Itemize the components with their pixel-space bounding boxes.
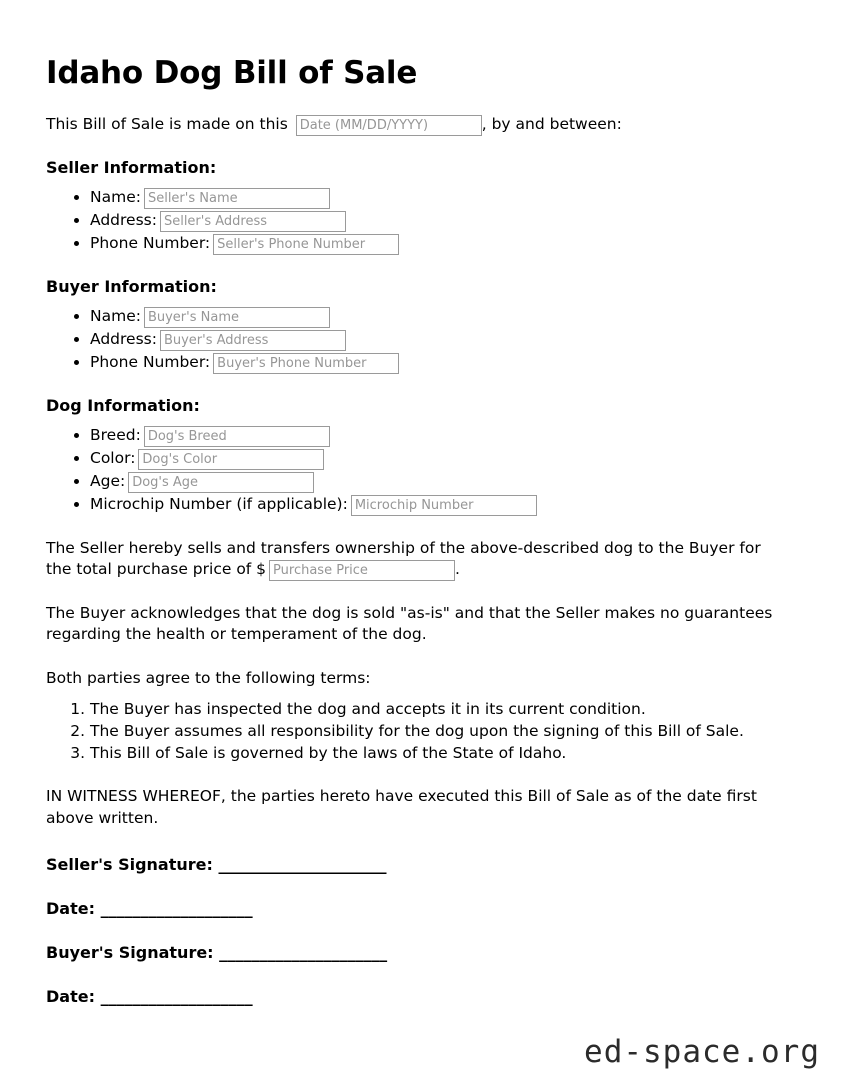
list-item: [90, 493, 796, 516]
dog-microchip-label: Microchip Number (if applicable):: [90, 494, 348, 513]
dog-microchip-input[interactable]: [351, 495, 537, 516]
seller-name-label: Name:: [90, 187, 141, 206]
seller-address-label: Address:: [90, 210, 157, 229]
page-title: Idaho Dog Bill of Sale: [46, 55, 418, 91]
witness-paragraph: IN WITNESS WHEREOF, the parties hereto have executed this Bill of Sale as of the date first above written.: [46, 787, 757, 827]
list-item: [90, 328, 796, 351]
list-item: [90, 470, 796, 493]
date-input[interactable]: [296, 115, 482, 136]
watermark: ed-space.org: [584, 1034, 820, 1070]
seller-signature-label: Seller's Signature:: [46, 854, 213, 874]
buyer-address-input[interactable]: [160, 330, 346, 351]
buyer-fields-list: [46, 305, 796, 374]
transfer-text-before: The Seller hereby sells and transfers ownership of the above-described dog to the Buyer for the total purchase price of $: [46, 538, 761, 579]
seller-signature-line[interactable]: _____________________: [218, 854, 387, 874]
intro-text-before: This Bill of Sale is made on this: [46, 114, 288, 133]
signature-block: [46, 855, 796, 1006]
seller-phone-input[interactable]: [213, 234, 399, 255]
list-item: [90, 209, 796, 232]
buyer-name-label: Name:: [90, 306, 141, 325]
list-item: [90, 424, 796, 447]
dog-breed-input[interactable]: [144, 426, 330, 447]
list-item: [90, 232, 796, 255]
seller-date-row: [46, 899, 796, 918]
seller-address-input[interactable]: [160, 211, 346, 232]
buyer-date-line[interactable]: ___________________: [100, 986, 253, 1006]
seller-section-heading: Seller Information:: [46, 157, 217, 177]
list-item: 2. The Buyer assumes all responsibility for the dog upon the signing of this Bill of Sale.: [90, 720, 796, 742]
seller-date-line[interactable]: ___________________: [100, 898, 253, 918]
dog-section-heading: Dog Information:: [46, 395, 200, 415]
buyer-phone-label: Phone Number:: [90, 352, 211, 371]
document-page: [46, 0, 796, 1006]
buyer-address-label: Address:: [90, 329, 157, 348]
buyer-date-row: [46, 987, 796, 1006]
list-item: [90, 351, 796, 374]
list-item: 3. This Bill of Sale is governed by the laws of the State of Idaho.: [90, 742, 796, 764]
buyer-phone-input[interactable]: [213, 353, 399, 374]
buyer-date-label: Date:: [46, 986, 95, 1006]
seller-name-input[interactable]: [144, 188, 330, 209]
list-item: 1. The Buyer has inspected the dog and accepts it in its current condition.: [90, 698, 796, 720]
buyer-name-input[interactable]: [144, 307, 330, 328]
dog-color-label: Color:: [90, 448, 136, 467]
intro-text-after: , by and between:: [481, 114, 622, 133]
seller-signature-row: [46, 855, 796, 874]
seller-phone-label: Phone Number:: [90, 233, 211, 252]
buyer-section-heading: Buyer Information:: [46, 276, 217, 296]
dog-fields-list: [46, 424, 796, 516]
buyer-signature-label: Buyer's Signature:: [46, 942, 214, 962]
list-item: [90, 186, 796, 209]
buyer-signature-row: [46, 943, 796, 962]
transfer-paragraph: [46, 538, 784, 581]
transfer-text-after: .: [455, 560, 460, 579]
intro-paragraph: [46, 114, 784, 136]
seller-date-label: Date:: [46, 898, 95, 918]
list-item: [90, 447, 796, 470]
dog-age-input[interactable]: [128, 472, 314, 493]
dog-color-input[interactable]: [138, 449, 324, 470]
dog-age-label: Age:: [90, 471, 126, 490]
list-item: [90, 305, 796, 328]
dog-breed-label: Breed:: [90, 425, 141, 444]
terms-intro-paragraph: Both parties agree to the following terms:: [46, 668, 371, 687]
terms-list: [46, 698, 796, 764]
as-is-paragraph: The Buyer acknowledges that the dog is sold "as-is" and that the Seller makes no guarantees regarding the health or temperament of the dog.: [46, 604, 773, 644]
seller-fields-list: [46, 186, 796, 255]
buyer-signature-line[interactable]: _____________________: [219, 942, 388, 962]
purchase-price-input[interactable]: [269, 560, 455, 581]
